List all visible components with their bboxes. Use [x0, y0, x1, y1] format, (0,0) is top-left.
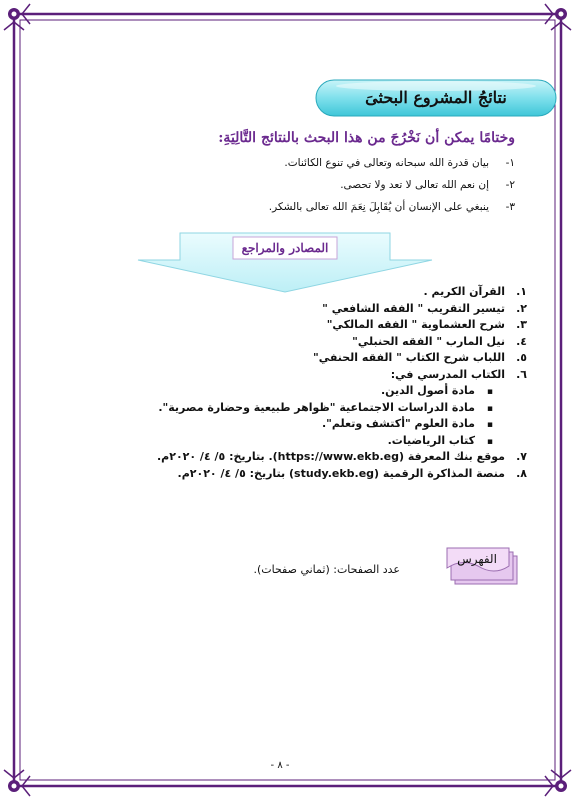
- item-text: بيان قدرة الله سبحانه وتعالى في تنوع الكائنات.: [284, 157, 489, 169]
- item-text: اللباب شرح الكتاب " الفقه الحنفي": [312, 351, 505, 364]
- item-text: شرح العشماوية " الفقه المالكي": [326, 318, 505, 331]
- list-item: [107, 284, 527, 301]
- list-item: [107, 367, 527, 384]
- sub-list-item: ▪ مادة الدراسات الاجتماعية "ظواهر طبيعية وحضارة مصرية".: [107, 400, 527, 417]
- item-text: تيسير التقريب " الفقه الشافعي ": [322, 301, 505, 315]
- item-text: القرآن الكريم .: [423, 285, 505, 298]
- page-title: نتائجُ المشروع البحثىَ: [365, 88, 507, 107]
- item-text: منصة المذاكرة الرقمية (study.ekb.eg) بتاريخ: ٥/ ٤/ ٢٠٢٠م.: [177, 466, 505, 480]
- list-item: [107, 334, 527, 351]
- item-number: ١.: [516, 285, 527, 298]
- list-item: [95, 152, 515, 174]
- pages-count: عدد الصفحات: (ثماني صفحات).: [253, 563, 400, 576]
- list-item: [95, 196, 515, 218]
- results-intro: وختامًا يمكن أن نَخْرُجَ من هذا البحث بالنتائج التَّالِيَةِ:: [218, 130, 515, 146]
- item-number: ٦.: [516, 367, 527, 381]
- sub-list-item: ▪ مادة أصول الدين.: [107, 383, 527, 400]
- item-text: إن نعم الله تعالى لا تعد ولا تحصى.: [340, 179, 489, 191]
- item-text: موقع بنك المعرفة (https://www.ekb.eg). بتاريخ: ٥/ ٤/ ٢٠٢٠م.: [156, 450, 505, 463]
- item-text: ينبغي على الإنسان أن يُقَابِلَ نِعَمَ الله تعالى بالشكر.: [268, 201, 489, 213]
- item-number: ٢-: [505, 179, 515, 191]
- index-label: الفهرس: [457, 552, 497, 566]
- results-list: [95, 152, 515, 218]
- list-item: [107, 466, 527, 483]
- item-number: ٤.: [516, 334, 527, 348]
- item-text: نيل المارب " الفقه الحنبلي": [352, 334, 505, 348]
- sub-list-item: ▪ مادة العلوم "أكتشف وتعلم".: [107, 416, 527, 433]
- list-item: [107, 449, 527, 466]
- item-number: ٨.: [516, 466, 527, 480]
- list-item: [107, 350, 527, 367]
- item-number: ٥.: [516, 351, 527, 364]
- item-number: ٢.: [516, 301, 527, 315]
- list-item: [95, 174, 515, 196]
- references-list: [107, 284, 527, 482]
- item-number: ١-: [505, 157, 515, 169]
- item-number: ٣-: [505, 201, 515, 213]
- list-item: [107, 317, 527, 334]
- sub-list-item: ▪ كتاب الرياضيات.: [107, 433, 527, 450]
- sources-heading: المصادر والمراجع: [241, 241, 329, 255]
- item-text: الكتاب المدرسي في:: [390, 367, 505, 381]
- item-number: ٣.: [516, 318, 527, 331]
- list-item: [107, 301, 527, 318]
- page-number: - ٨ -: [270, 760, 290, 771]
- item-number: ٧.: [516, 450, 527, 463]
